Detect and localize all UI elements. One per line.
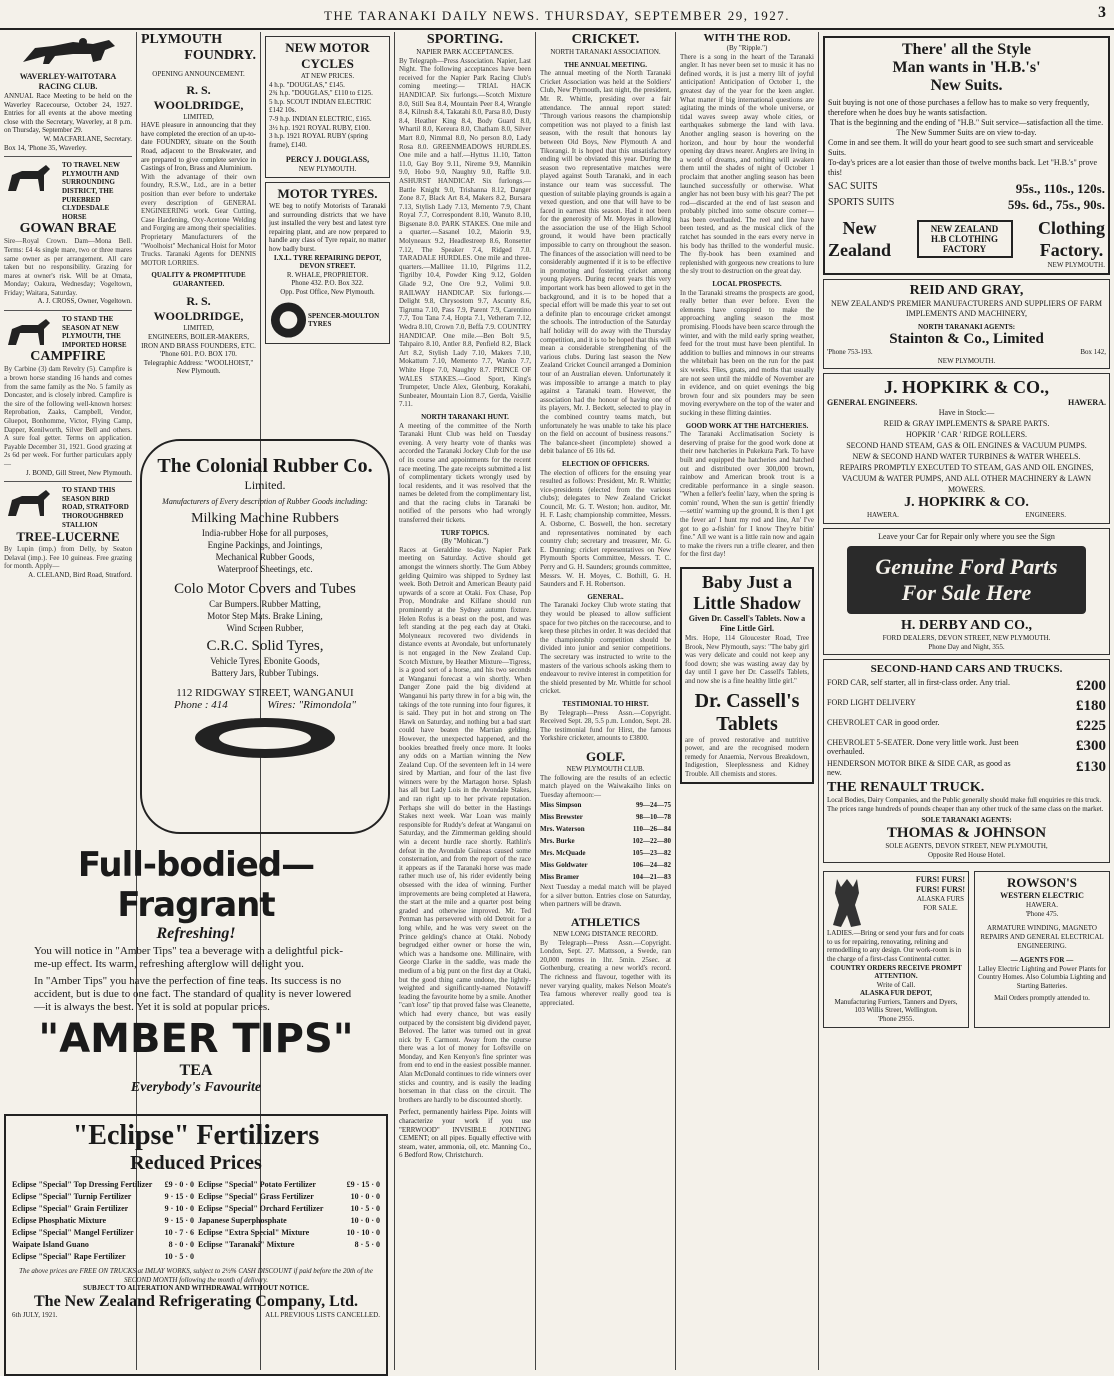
tyres-proprietor: R. WHALE, PROPRIETOR. <box>286 270 369 279</box>
hbs-p4: Come in and see them. It will do your heart good to see such smart and serviceable Suits. <box>828 138 1094 157</box>
cars-renault-desc: Local Bodies, Dairy Companies, and the Public generally should make full enquiries re this truck. The prices range hundreds of pounds cheaper than any other truck of the same class on the market. <box>827 796 1104 813</box>
hopkirk-heading: J. HOPKIRK & CO., <box>884 377 1049 398</box>
eclipse-price-row: Eclipse "Special" Grass Fertilizer 10 · 0 · 0 <box>198 1192 380 1201</box>
foundry-ltd: LIMITED, <box>183 112 214 121</box>
golf-score-row: Miss Bramer 104—21—83 <box>540 873 671 882</box>
foundry-title: PLYMOUTH <box>141 32 223 47</box>
colonial-item: Waterproof Sheetings, etc. <box>217 564 313 574</box>
tyre-icon <box>269 300 308 340</box>
hbs-factory: Factory. <box>1039 240 1104 260</box>
hopkirk-heading-2: J. HOPKIRK & CO. <box>904 495 1029 511</box>
golf-score-row: Mrs. McQuade 105—23—82 <box>540 849 671 858</box>
amber-name: "AMBER TIPS" <box>38 1016 354 1062</box>
furs-heading-2: FURS! FURS! <box>915 885 965 895</box>
hopkirk-item: SECOND HAND STEAM, GAS & OIL ENGINES & VACUUM PUMPS. <box>846 441 1087 451</box>
ford-phone: Phone Day and Night, 355. <box>928 642 1005 651</box>
amber-p1: You will notice in "Amber Tips" tea a beverage with a delightful pick-me-up effect. Its warm, refreshing afterglow will delight you. <box>34 945 344 970</box>
tyres-depot: I.X.L. TYRE REPAIRING DEPOT, DEVON STREET. <box>273 253 382 271</box>
colonial-wires: Wires: "Rimondola" <box>267 699 356 711</box>
eclipse-ad <box>4 1114 388 1376</box>
hbs-heading-2: Man wants in 'H.B.'s' <box>892 59 1041 76</box>
reid-ad <box>823 279 1110 370</box>
racing-title: WAVERLEY-WAITOTARA RACING CLUB. <box>19 72 117 91</box>
baby-sub: Given Dr. Cassell's Tablets. Now a Fine Little Girl. <box>688 614 806 634</box>
foundry-sub: OPENING ANNOUNCEMENT. <box>152 70 245 78</box>
racing-signature: W. MACFARLANE, Secretary. <box>43 134 132 143</box>
eclipse-price-row: Eclipse Phosphatic Mixture 9 · 15 · 0 <box>12 1216 194 1225</box>
motor-item: 3 h.p. 1921 ROYAL RUBY (spring frame), £140. <box>269 132 368 149</box>
motor-item: 3½ h.p. 1921 ROYAL RUBY, £100. <box>269 123 371 132</box>
reid-np: NEW PLYMOUTH. <box>937 356 996 365</box>
eclipse-price-row: Eclipse "Special" Mangel Fertilizer 10 · 7 · 6 <box>12 1228 194 1237</box>
motor-title-2: CYCLES <box>301 56 354 71</box>
eclipse-date: 6th JULY, 1921. <box>12 1310 58 1319</box>
foundry-firm: R. S. WOOLDRIDGE, <box>153 82 244 112</box>
tree-intro: TO STAND THIS SEASON BIRD ROAD, STRATFORD THOROUGHBRED STALLION <box>62 486 129 529</box>
column-sporting: SPORTING. NAPIER PARK ACCEPTANCES. By Telegraph—Press Association. Napier, Last Night. The following acceptances have been received for the Napier Park Racing Club's coming meeting:— TRIAL HACK HANDICAP. Six furlongs.—Scotch Mixture 8.0, Still Sea 8.4, Mountain Peer 8.4, Wrangle 8.4, Kilrush 8.4, Takatahi 8.0, Parsa 8.0, Dusty 8.4, Heather King 8.4, Body Guard 8.0, Whartil 8.0, Kereura 8.0, Chatham 8.0, Silver Mart 8.0, Nimmal 8.0, No person 8.0, Lady Rosa 8.0. GREENMEADOWS HURDLES. One mile and a half.—Hyttus 11.10, Tatton 11.0, Gay Boy 9.11, Nireme 9.9, Mannikin 9.0, Hobo 9.0, Naughty 9.0, Raffle 9.0. ASHURST HANDICAP. Six furlongs.—Battle Knight 9.0, Trishanna 8.12, Danger Zone 8.7, Black Art 8.4, Makers 8.2, Bursara 7.13, Stylish Lady 7.13, Memento 7.9, Chant Royal 7.7, Correspondent 8.10, Wanuto 8.10, Bigsenate 8.0. PARK STAKES. One mile and a quarter.—Sasanel 10.2, Maiorin 9.9, Molyneaux 9.2, Headlestreep 8.6, Ronsetter 7.12, The Speaker 7.4, Ridged 7.0. TARADALE HURDLES. One mile and three-quarters.—Mallitee 11.10, Pilgrims 11.2, Tigrilby 10.4, Powder King 9.12, Golden Glade 9.2, One Ore 9.2, Volimi 9.0. RAILWAY HANDICAP. Six furlongs.—Delight 9.8, Chrysostom 9.7, Ascunty 8.6, Tigruma 7.10, Pass 7.9, Parent 7.9, Carentino 7.7, Tou Tana 7.4, Hopta 7.1, Vetheram 7.12, Wedra 8.10, Crown 7.0, Beffa 7.9. COUNTRY HANDICAP. One mile.—Ben Bolt 9.5, Tahpairo 8.10, Antler 8.8, Penfield 8.2, Black Art 8.2, Stylish Lady 7.10, Makers 7.10, Mokattum 7.10, Memento 7.7, Wanko 7.7, White Hope 7.0, Naughty 8.7. PRINCE OF WALES STAKES.—Good Sport, King's Trumpeter, Uncle Alex, Glenburg, Korakahi, Sunbeater, Mountain Lion 8.7, Gerda, Vaisilie 7.11. NORTH TARANAKI HUNT. A meeting of the committee of the North Taranaki Hunt Club was held on Tuesday evening. A very hearty vote of thanks was accorded the Taranaki Jockey Club for the use of its course and appointments for the recent race meeting. The gate receipts submitted a list of complimentary tickets wrongly used by local residents, and it was resolved that the names be deleted from the complimentary list, and that the racing clubs in Taranaki be notified of the persons who had wrongly transferred their tickets. TURF TOPICS. (By "Mohican.") Races at Geraldine to-day. Napier Park meeting on Saturday. Active should get amongst the winners shortly. The Gum Abbey gelding Quimiro was shipped to Sydney last week. Both Detroit and American Beauty paid upwards of a score at Otaki. Fox Chase, Pop Prop, Mondrake and Kilfane should run prominently at the Sydney autumn fixture. Helen Rofus is a beast on the post, and was left standing at the peg each day at Otaki. Molyneaux recovered two dividends in distance events at Avondale, but unfortunately is not engaged in the New Zealand Cup. Scotch Mixture, by Heather Mixture—Tigress, is a good sort of a horse, and his two seconds at Wanganui forecast a win shortly. When Danger Zone paid the big dividend at Wanganui his party threw in for a big win, the takings of the tote running into four figures, it is said. They put in hot and strong on The Hawk on Saturday, and nothing but a bad start could have beaten the Martian gelding. However, the unexpected happened, and the bookies breathed freely once more. It looks any odds on a Martian winning the New Zealand Cup. Of the seventeen left in 14 were sired by Martian, and four of the last five winners were by the Martagon horse. Splash has all but Lady Lois in the Avondale Stakes, and ran right up to her private reputation. Perhaps she will do better in the Hastings Stakes next week. War Loan was mainly responsible for Ruddy's defeat at Wanganui on Saturday, and the Zimmerman gelding should win a decent hurdle race shortly. Rathlin's defeat in the Avondale Guineas caused some consternation, and from the report of the race it appears as if the Taranaki horse was made rather much use of, his rider evidently being obsessed with the idea of winning. Further improvements are being completed at Hawera, the start at the mile and a quarter post being graded and otherwise improved. Mr. Ted Penman has persevered with old Detroit for a long while, and he was very sweet on the Prince gelding's chance at Otaki. Nobody begrudged either owner or horse the win, which was a handsome one. Millinaire, with George Clarke in the saddle, was made the medium of a big punt on the first day at Otaki, but the good thing came undone, the lightly-weighted and significantly-named Notawiff leading the favourite home by a smile. Another "can't lose" tip that proved false was Cleanette, which had every chance, but was easily outpaced by the consistent big dividend payer, Beloved. The latter was turned out in great nick by F. Carmont. Away from the course there was a lot of money for Loftsville on Monday, and Ken Kenyon's fine sprinter was from end to end in the easiest possible manner. Alan McDonald continues to ride winners over sticks and country, and is easily the leading horseman in that class on the circuit. The brothers are hardly to be discounted shortly. Perfect, permanently hairless Pipe. Joints will characterize your work if you use "ERRWOOD" INVISIBLE JOINTING CEMENT; on all pipes. Equally effective with steam, water, ammonia, oil, etc. Manning Co., 6 Bedford Row, Christchurch. <box>399 32 531 1160</box>
furs-manufacturing: Manufacturing Furriers, Tanners and Dyers, <box>834 997 958 1006</box>
furs-write: Write of Call. <box>876 980 916 989</box>
eclipse-cancelled: ALL PREVIOUS LISTS CANCELLED. <box>265 1310 380 1319</box>
reid-sub: NEW ZEALAND'S PREMIER MANUFACTURERS AND SUPPLIERS OF FARM IMPLEMENTS AND MACHINERY, <box>830 298 1103 318</box>
tyres-opposite: Opp. Post Office, New Plymouth. <box>280 287 375 296</box>
colonial-crc: C.R.C. Solid Tyres, <box>206 638 324 654</box>
foundry-telegraphic: Telegraphic Address: "WOOLHOIST," New Plymouth. <box>143 358 254 376</box>
eclipse-right-list <box>198 1179 380 1263</box>
cars-tj: THOMAS & JOHNSON <box>886 824 1047 841</box>
reid-agents: NORTH TARANAKI AGENTS: <box>917 322 1016 331</box>
furs-country: COUNTRY ORDERS RECEIVE PROMPT ATTENTION. <box>830 963 962 981</box>
colonial-item: Vehicle Tyres, Ebonite Goods, <box>210 656 320 666</box>
reid-stainton: Stainton & Co., Limited <box>889 331 1044 348</box>
eclipse-note: The above prices are FREE ON TRUCKS at IMLAY WORKS, subject to 2½% CASH DISCOUNT if paid before the 20th of the SECOND MONTH following the month of delivery. <box>19 1267 373 1284</box>
tree-signature: A. CLELAND, Bird Road, Stratford. <box>28 570 132 579</box>
cars-agents: SOLE TARANAKI AGENTS: <box>921 816 1012 825</box>
amber-heading: Full-bodied—Fragrant <box>77 845 315 925</box>
gowan-signature: A. J. CROSS, Owner, Vogeltown. <box>37 297 132 306</box>
rowson-agents: — AGENTS FOR — <box>1010 956 1074 965</box>
fox-icon <box>827 875 867 929</box>
colonial-phone: Phone : 414 <box>174 699 228 711</box>
colonial-item: Battery Jars, Rubber Tubings. <box>211 668 319 678</box>
hbs-p2: That is the beginning and the ending of "H.B." Suit service—satisfaction all the time. <box>829 118 1104 127</box>
gowan-name: GOWAN BRAE <box>19 221 117 237</box>
colonial-colo: Colo Motor Covers and Tubes <box>174 581 356 597</box>
racing-text: ANNUAL Race Meeting to be held on the Waverley Racecourse, October 24, 1927. Entries for all events at the above meeting close with the Secretary, Waverley, at 8 p.m. on Thursday, September 29. <box>4 92 132 135</box>
car-listing: CHEVROLET 5-SEATER. Done very little work. Just been overhauled. £300 <box>827 738 1106 757</box>
furs-address: 103 Willis Street, Wellington. <box>854 1006 938 1015</box>
sporting-turf: TURF TOPICS. <box>440 528 490 537</box>
hopkirk-engineers-2: ENGINEERS. <box>1025 511 1066 520</box>
motor-item: 2¾ h.p. "DOUGLAS," £110 to £125. <box>269 89 373 98</box>
amber-tag: Everybody's Favourite <box>130 1080 262 1095</box>
foundry-firm-2: R. S. WOOLDRIDGE, <box>153 294 244 324</box>
amber-tips-ad <box>4 845 388 1095</box>
golf-title: GOLF. <box>586 748 625 764</box>
baby-heading-2: Little Shadow <box>693 593 801 614</box>
tyres-phone: Phone 432. P.O. Box 322. <box>291 279 364 288</box>
eclipse-price-row: Waipate Island Guano 8 · 0 · 0 <box>12 1240 194 1249</box>
reid-heading: REID AND GRAY, <box>909 282 1024 298</box>
cricket-general: GENERAL. <box>587 592 624 601</box>
hbs-heading: There' all the Style <box>901 41 1032 58</box>
golf-score-row: Miss Brewster 98—10—78 <box>540 813 671 822</box>
horse-icon <box>13 34 123 70</box>
motor-title: NEW MOTOR <box>285 40 370 55</box>
hbs-np: NEW PLYMOUTH. <box>1047 261 1105 269</box>
furs-text: LADIES.—Bring or send your furs and for coats to us for repairing, renovating, relining and remodelling to any design. Our work-room is in the charge of a first-class Continental cutter. <box>827 929 964 963</box>
hbs-logo: NEW ZEALAND H.B CLOTHING FACTORY <box>917 220 1013 258</box>
motor-item: 4 h.p. "DOUGLAS," £145. <box>269 80 345 89</box>
amber-sub: Refreshing! <box>156 925 236 942</box>
tyre-icon <box>190 713 340 763</box>
cars-sole-agents: SOLE AGENTS, DEVON STREET, NEW PLYMOUTH, <box>885 841 1048 850</box>
masthead <box>0 0 1114 30</box>
colonial-item: Mechanical Rubber Goods, <box>215 552 315 562</box>
eclipse-sub: Reduced Prices <box>130 1152 262 1174</box>
hbs-sports-label: SPORTS SUITS <box>828 197 895 208</box>
eclipse-company: The New Zealand Refrigerating Company, Ltd. <box>34 1292 358 1310</box>
sporting-title: SPORTING. <box>426 32 504 47</box>
amber-tea: TEA <box>179 1062 213 1079</box>
rowson-hawera: HAWERA. <box>1026 901 1058 910</box>
hbs-p3: The New Summer Suits are on view to-day. <box>896 128 1037 137</box>
tyres-brand: SPENCER-MOULTON TYRES <box>308 311 380 329</box>
hbs-sac-prices: 95s., 110s., 120s. <box>1015 181 1105 196</box>
baby-tablets: Tablets <box>716 712 778 735</box>
car-listing: HENDERSON MOTOR BIKE & SIDE CAR, as good as new. £130 <box>827 759 1106 778</box>
motor-list <box>269 81 386 150</box>
horse-icon <box>4 161 54 195</box>
eclipse-price-row: Japanese Superphosphate 10 · 0 · 0 <box>198 1216 380 1225</box>
colonial-list <box>154 527 376 575</box>
colonial-item: Car Bumpers. Rubber Matting, <box>209 599 321 609</box>
cars-heading: SECOND-HAND CARS AND TRUCKS. <box>870 663 1063 676</box>
ford-top: Leave your Car for Repair only where you see the Sign <box>878 531 1055 541</box>
hbs-clothing: Clothing <box>1037 218 1105 238</box>
golf-score-row: Miss Simpson 99—24—75 <box>540 801 671 810</box>
ford-dealer: H. DERBY AND CO., <box>901 617 1032 633</box>
cricket-hirst: TESTIMONIAL TO HIRST. <box>562 699 649 708</box>
furs-alaska: ALASKA FURS <box>916 895 965 904</box>
column-rod: WITH THE ROD. (By "Ripple.") There is a song in the heart of the Taranaki angler. It has never been set to music it has no defined words, it is just a merry lilt of joyful anticipation! Anticipation of October 1, the greatest day of the year for the keen angler. What matter if big international questions are agitating the minds of the whole universe, or tidal waves sweep away whole cities, or earthquakes submerge the land with lava. Another angling season is hovering on the horizon, and hour by hour the wonderful opening day draws nearer. Anglers are living in a world of dreams, and nothing will awaken them until the shades of night of October 1 proclaim that another angling season has been launched successfully or otherwise. What angler has not been busy with his gear? The pet rod—discarded at the end of last season and probably pitched into some obscure corner—has been overhauled. The reel and line have been tested, and as the musical click of the ratchet has sounded in the ears every nerve in his body has thrilled to the wonderful music. The fly-book has been examined and replenished with gorgeous new creations to lure the sly trout to destruction on the great day. LOCAL PROSPECTS. In the Taranaki streams the prospects are good, really better than ever before. Even the elements have conspired to make the approaching angling season the most promising. Floods have been scarce through the winter, and with the mild early spring weather, feed for the trout must have been plentiful. In addition to bullies and minnows in our streams the whitebait has been on the run for the past six weeks. Flies, gnats, and moths that usually are not seen until the middle of November are in evidence, and on quiet evenings the big brown four and six pounders may be seen moving everywhere on the top of the water and sucking in these flitting dainties. GOOD WORK AT THE HATCHERIES. The Taranaki Acclimatisation Society is deserving of praise for the good work done at their new hatcheries in Pukekura Park. To have built and equipped the hatcheries and hatched out and distributed over 300,000 brown, rainbow and American brook trout is a creditable performance in a single season. "When a feller's feelin' lazy, when the spring is comin' round, When the sun is gettin' friendly—settin' warming up the ground, It is then I get the fever an' I hunt my rod and line, An' I've got to go a-fishin' for I know They're bitin' fine." All we want is a little rain now and again to make the rivers run a trifle clearer, and then for the first day! Baby Just a Little Shadow Given Dr. Cassell's Tablets. Now a Fine Little Girl. Mrs. Hope, 114 Gloucester Road, Tree Brook, New Plymouth, says: "The baby girl was very delicate and could not keep any food down; she was wasting away day by day until I gave her Dr. Cassell's Tablets, and now she is a fine healthy little girl." Dr. Cassell's Tablets are of proved restorative and nutritive power, and are the recognised modern remedy for Anaemia, Nervous Breakdown, Indigestion, Sleeplessness and Kidney Trouble. All chemists and stores. <box>676 32 818 1370</box>
foundry-phone: 'Phone 601. P.O. BOX 170. <box>160 350 237 359</box>
motor-sub: AT NEW PRICES. <box>300 72 355 80</box>
hbs-zealand: Zealand <box>828 240 892 260</box>
athletics-title: ATHLETICS <box>570 915 641 930</box>
rod-byline: (By "Ripple.") <box>726 44 768 52</box>
baby-doctor: Dr. Cassell's <box>694 689 800 712</box>
hopkirk-stock: Have in Stock:— <box>938 408 995 418</box>
eclipse-heading: "Eclipse" Fertilizers <box>72 1120 320 1151</box>
eclipse-subject: SUBJECT TO ALTERATION AND WITHDRAWAL WITHOUT NOTICE. <box>83 1284 309 1293</box>
hbs-p5: To-day's prices are a lot easier than those of twelve months back. Let "H.B.'s" prove this! <box>828 158 1097 177</box>
eclipse-price-row: Eclipse "Special" Top Dressing Fertilizer £9 · 0 · 0 <box>12 1180 194 1189</box>
eclipse-price-row: Eclipse "Extra Special" Mixture 10 · 10 · 0 <box>198 1228 380 1237</box>
colonial-item: Engine Packings, and Jointings, <box>207 540 323 550</box>
tyres-text: WE beg to notify Motorists of Taranaki and surrounding districts that we have just installed the very best and latest tyre repairing plant, and are now prepared to handle any class of Tyre repair, no matter how badly burst. <box>269 201 386 253</box>
motor-signature: PERCY J. DOUGLASS, <box>285 155 370 165</box>
horse-icon <box>4 315 54 349</box>
sporting-napier: NAPIER PARK ACCEPTANCES. <box>416 48 514 56</box>
golf-scores <box>540 799 671 883</box>
gowan-intro: TO TRAVEL NEW PLYMOUTH AND SURROUNDING DISTRICT, THE PUREBRED CLYDESDALE HORSE <box>62 161 120 221</box>
hopkirk-item: NEW & SECOND HAND WATER TURBINES & WATER WHEELS. <box>852 452 1081 462</box>
rod-hatcheries: GOOD WORK AT THE HATCHERIES. <box>685 421 809 430</box>
campfire-signature: J. BOND, Gill Street, New Plymouth. <box>26 468 132 477</box>
rowson-western: WESTERN ELECTRIC <box>1000 891 1084 901</box>
column-foundry: PLYMOUTH FOUNDRY. OPENING ANNOUNCEMENT. R. S. WOOLDRIDGE, LIMITED, HAVE pleasure in announcing that they have completed the erection of an up-to-date FOUNDRY, situate on the South Road, adjacent to the Breakwater, and are prepared to give complete service in Castings of Iron, Brass and Aluminium. With the advantage of their own foundry, R.S.W., Ltd., are in a better position than ever before to undertake every description of GENERAL ENGINEERING work. Gear Cutting, Case Hardening, Oxy-Acetone Welding and Forging are among their specialities. Proprietary Manufacturers of the "Woolhoist" Mechanical Hoist for Motor Trucks. Taranaki Agents for DENNIS MOTOR LORRIES. QUALITY & PROMPTITUDE GUARANTEED. R. S. WOOLDRIDGE, LIMITED, ENGINEERS, BOILER-MAKERS, IRON AND BRASS FOUNDERS, ETC. 'Phone 601. P.O. BOX 170. Telegraphic Address: "WOOLHOIST," New Plymouth. <box>141 32 256 376</box>
colonial-list-2 <box>154 598 376 634</box>
masthead-title: THE TARANAKI DAILY NEWS. THURSDAY, SEPTEMBER 29, 1927. <box>324 8 790 23</box>
furs-sale: FOR SALE. <box>923 903 958 912</box>
reid-phone: 'Phone 753-193. <box>827 348 873 357</box>
eclipse-price-row: Eclipse "Taranaki" Mixture 8 · 5 · 0 <box>198 1240 380 1249</box>
athletics-sub: NEW LONG DISTANCE RECORD. <box>553 930 658 939</box>
hbs-new: New <box>842 218 877 238</box>
hopkirk-item: HOPKIR ' CAR ' RIDGE ROLLERS. <box>905 430 1028 440</box>
hopkirk-list <box>827 418 1106 495</box>
ford-line-1: Genuine Ford Parts <box>875 553 1058 579</box>
hbs-sports-prices: 59s. 6d., 75s., 90s. <box>1007 197 1105 212</box>
foundry-quality: QUALITY & PROMPTITUDE GUARANTEED. <box>151 271 246 288</box>
ford-ad <box>823 528 1110 655</box>
baby-ad: Baby Just a Little Shadow Given Dr. Cassell's Tablets. Now a Fine Little Girl. Mrs. Hope, 114 Gloucester Road, Tree Brook, New Plymouth, says: "The baby girl was very delicate and could not keep any food down; she was wasting away day by day until I gave her Dr. Cassell's Tablets, and now she is a fine healthy little girl." Dr. Cassell's Tablets are of proved restorative and nutritive power, and are the recognised modern remedy for Anaemia, Nervous Breakdown, Indigestion, Sleeplessness and Kidney Trouble. All chemists and stores. <box>680 567 814 784</box>
colonial-ltd: Limited. <box>244 478 286 492</box>
colonial-rubber-ad <box>140 439 390 834</box>
rod-title: WITH THE ROD. <box>703 32 791 44</box>
hbs-heading-3: New Suits. <box>930 77 1003 94</box>
golf-club: NEW PLYMOUTH CLUB. <box>566 764 645 773</box>
tree-name: TREE-LUCERNE <box>16 529 120 545</box>
hopkirk-hawera-2: HAWERA. <box>867 511 899 520</box>
colonial-item: India-rubber Hose for all purposes, <box>201 528 329 538</box>
colonial-list-3 <box>154 655 376 679</box>
cars-list <box>827 678 1106 777</box>
cricket-election: ELECTION OF OFFICERS. <box>561 459 650 468</box>
foundry-ltd-2: LIMITED, <box>183 324 214 333</box>
eclipse-left-list <box>12 1179 194 1263</box>
colonial-address: 112 RIDGWAY STREET, WANGANUI <box>176 687 354 699</box>
column-cricket: CRICKET. NORTH TARANAKI ASSOCIATION. THE ANNUAL MEETING. The annual meeting of the North Taranaki Cricket Association was held at the Soldiers' Club, New Plymouth, last night, the president, Mr. R. Whittle, presiding over a fair attendance. The annual report stated: "Through various reasons the championship competition was not played to a finish last season, with the result that honours lay between Old Boys, New Plymouth A and Tikorangi. It is hoped that this unsatisfactory ending will be obviated this year. During the season two representative matches were played against South Taranaki, and in each instance our team was successful. The question of suitable playing grounds is again a vexed question, and one that will have to be faced in earnest this season. Had it not been for the generosity of Mr. Moyes in allowing the association the use of the High School ground, it would have been practically impossible to carry on throughout the season. The finances of the association will need to be considerably augmented if it is to be effective in promoting and fostering cricket among young players. During recent years this very important work has been allowed to get in the background, and it is to be hoped that a special effort will be made this year to set out a definite plan to encourage cricket amongst the schools. The introduction of the Saturday half holiday will do away with the Thursday competition, and it is to be hoped that this will mean a considerable strengthening of the various clubs. During last season the New Zealand Cricket Council arranged a Dominion tour of an Australian eleven. Unfortunately it was impossible to arrange a match to play against a Taranaki team. However, the association had the honour of having one of its players, Mr. J. Beckett, selected to play in the combined country teams match, but unfortunately he was unable to take his place on the field on account of business reasons." The balance-sheet (incomplete) showed a debit balance of £6 10s 6d. ELECTION OF OFFICERS. The election of officers for the ensuing year resulted as follows: President, Mr. R. Whittle; vice-presidents (elected from the various clubs); delegates to New Zealand Cricket Council, Mr. G. T. Weston; hon. auditor, Mr. H. F. Lash; championship committee, Messrs. A. Osborne, C. Boswell, the hon. secretary and representatives nominated by each country club; secretary and treasurer, Mr. G. E. Dunning; cricket representatives on New Plymouth Sports Committee, Messrs. T. C. Perry and G. H. Saunders; grounds committee, Messrs. W. H. Moyes, C. Bothill, G. H. Saunders and F. H. Robertson. GENERAL. The Taranaki Jockey Club wrote stating that they would be pleased to allow sufficient space for two pitches on the racecourse, and to keep these pitches in order. It was decided that the championship competition should be divided into junior and senior competitions. The secretary was instructed to write to the masters of the various schools asking them to endeavour to revive interest in competition for the shield presented by Mr. Whittle for school cricket. TESTIMONIAL TO HIRST. By Telegraph—Press Assn.—Copyright. Received Sept. 28, 5.5 p.m. London, Sept. 28. The testimonial fund for Hirst, the famous Yorkshire cricketer, amounts to £3800. GOLF. NEW PLYMOUTH CLUB. The following are the results of an eclectic match played on the Waiwakaiho links on Tuesday afternoon:— Miss Simpson 99—24—75 Miss Brewster 98—10—78 Mrs. Waterson 110—26—84 Mrs. Burke 102—22—80 Mrs. McQuade 105—23—82 Miss Goldwater 106—24—82 Miss Bramer 104—21—83 Next Tuesday a medal match will be played for a silver button. Entries close on Saturday, when partners will be drawn. ATHLETICS NEW LONG DISTANCE RECORD. By Telegraph—Press Assn.—Copyright. London, Sept. 27. Mattsson, a Swede, ran 20,000 metres in 1hr. 5min. 25sec. at Gothenburg, creating a new world's record. The richness and flavour, together with its never varying quality, makes Nelson Moate's Tea famous wherever really good tea is appreciated. <box>540 32 671 1007</box>
hbs-p1: Suit buying is not one of those purchases a fellow has to make so very frequently, therefore when he does buy he wants satisfaction. <box>828 98 1090 117</box>
golf-score-row: Mrs. Burke 102—22—80 <box>540 837 671 846</box>
foundry-title-2: FOUNDRY. <box>184 48 256 63</box>
foundry-text: HAVE pleasure in announcing that they have completed the erection of an up-to-date FOUNDRY, situate on the South Road, adjacent to the Breakwater, and are prepared to give complete service in Castings of Iron, Brass and Aluminium. <box>141 121 256 173</box>
page-number: 3 <box>1098 4 1106 21</box>
campfire-name: CAMPFIRE <box>30 349 106 365</box>
baby-heading: Baby Just a <box>701 572 793 593</box>
sporting-turf-by: (By "Mohican.") <box>441 537 489 546</box>
car-listing: FORD CAR, self starter, all in first-class order. Any trial. £200 <box>827 678 1106 695</box>
car-listing: FORD LIGHT DELIVERY £180 <box>827 698 1106 715</box>
horse-icon <box>4 486 54 520</box>
cars-ad <box>823 659 1110 863</box>
hbs-sac-label: SAC SUITS <box>828 181 878 192</box>
colonial-maker: Manufacturers of Every description of Rubber Goods including: <box>162 497 368 506</box>
rowson-heading: ROWSON'S <box>1006 875 1078 891</box>
cars-renault: THE RENAULT TRUCK. <box>827 780 985 796</box>
hopkirk-hawera: HAWERA. <box>1067 398 1106 408</box>
tyres-title: MOTOR TYRES. <box>277 185 378 201</box>
rowson-text: ARMATURE WINDING, MAGNETO REPAIRS AND GENERAL ELECTRICAL ENGINEERING. <box>980 924 1104 950</box>
column-stock-ads: WAVERLEY-WAITOTARA RACING CLUB. ANNUAL Race Meeting to be held on the Waverley Racecourse, October 24, 1927. Entries for all events at the above meeting close with the Secretary, Waverley, at 8 p.m. on Thursday, September 29. W. MACFARLANE, Secretary. Box 14, 'Phone 35, Waverley. TO TRAVEL NEW PLYMOUTH AND SURROUNDING DISTRICT, THE PUREBRED CLYDESDALE HORSE GOWAN BRAE Sire—Royal Crown. Dam—Mona Bell. Terms: £4 4s single mare, two or three mares same owner as per arrangement. All care taken but no responsibility. Grazing for mares at owner's risk. Will be at Omata, Monday; Oakura, Wednesday; Vogeltown, Friday; Waitara, Saturday. A. J. CROSS, Owner, Vogeltown. TO STAND THE SEASON AT NEW PLYMOUTH, THE IMPORTED HORSE CAMPFIRE By Carbine (3) dam Revelry (5). Campfire is a brown horse standing 16 hands and comes from the same family as the No. 5 family as Doncaster, and is closely inbred. Campfire is the sire of the following well-known horses: Reprobation, Zaaks, Campbell, Vendor, Gluepot, Bonhomme, Victor, Flying Camp, Dapper, Kenilworth, Silver Bell and others. A sure foal getter. Terms on application. Payable December 31, 1921. Good grazing at 2s 6d per week. For further particulars apply— J. BOND, Gill Street, New Plymouth. TO STAND THIS SEASON BIRD ROAD, STRATFORD THOROUGHBRED STALLION TREE-LUCERNE By Lupin (imp.) from Delly, by Seaton Delaval (imp.). Fee 10 guineas. Free grazing for month. Apply— A. CLELAND, Bird Road, Stratford. <box>0 32 136 812</box>
racing-address: Box 14, 'Phone 35, Waverley. <box>4 143 87 152</box>
hopkirk-ad <box>823 373 1110 524</box>
colonial-item: Motor Step Mats. Brake Lining, <box>207 611 323 621</box>
hopkirk-item: REID & GRAY IMPLEMENTS & SPARE PARTS. <box>883 419 1050 429</box>
car-listing: CHEVROLET CAR in good order. £225 <box>827 718 1106 735</box>
motor-item: 5 h.p. SCOUT INDIAN ELECTRIC £142 10s. <box>269 97 372 115</box>
furs-phone: 'Phone 2955. <box>877 1015 915 1024</box>
colonial-item: Wind Screen Rubber, <box>226 623 304 633</box>
eclipse-price-row: Eclipse "Special" Rape Fertilizer 10 · 5 · 0 <box>12 1252 194 1261</box>
cricket-title: CRICKET. <box>571 32 640 47</box>
motor-item: 7-9 h.p. INDIAN ELECTRIC, £165. <box>269 114 372 123</box>
campfire-intro: TO STAND THE SEASON AT NEW PLYMOUTH, THE IMPORTED HORSE <box>62 315 127 349</box>
reid-box: Box 142, <box>1080 348 1106 357</box>
hopkirk-engineers: GENERAL ENGINEERS. <box>827 398 918 408</box>
sporting-last: Perfect, permanently hairless Pipe. Joints will characterize your work if you use "ERRWOOD" INVISIBLE JOINTING CEMENT; on all pipes. Equally effective with steam, water, ammonia, oil, etc. Manning Co., 6 Bedford Row, Christchurch. <box>399 1108 531 1160</box>
cricket-association: NORTH TARANAKI ASSOCIATION. <box>550 48 661 56</box>
ford-line-2: For Sale Here <box>901 579 1032 605</box>
furs-heading: FURS! FURS! <box>915 875 965 885</box>
eclipse-price-row: Eclipse "Special" Orchard Fertilizer 10 · 5 · 0 <box>198 1204 380 1213</box>
ford-address: FORD DEALERS, DEVON STREET, NEW PLYMOUTH. <box>882 633 1051 642</box>
golf-score-row: Mrs. Waterson 110—26—84 <box>540 825 671 834</box>
rod-local: LOCAL PROSPECTS. <box>712 280 782 289</box>
hbs-ad <box>823 36 1110 275</box>
column-right-ads <box>819 32 1114 1370</box>
eclipse-price-row: Eclipse "Special" Potato Fertilizer £9 · 15 · 0 <box>198 1180 380 1189</box>
furs-depot: ALASKA FUR DEPOT, <box>859 989 933 998</box>
golf-score-row: Miss Goldwater 106—24—82 <box>540 861 671 870</box>
foundry-engineers: ENGINEERS, BOILER-MAKERS, IRON AND BRASS FOUNDERS, ETC. <box>141 333 256 350</box>
hopkirk-item: REPAIRS PROMPTLY EXECUTED TO STEAM, GAS AND OIL ENGINES, VACUUM & WATER PUMPS, AND ALL OTHER MACHINERY & LAWN MOWERS. <box>839 463 1094 495</box>
motor-place: NEW PLYMOUTH. <box>298 165 357 174</box>
cricket-annual: THE ANNUAL MEETING. <box>563 60 648 69</box>
amber-p2: In "Amber Tips" you have the perfection of fine teas. Its success is no accident, but is due to one fact. The standard of quality is never lowered—it is always the best. Yet it is sold at popular prices. <box>34 975 352 1013</box>
eclipse-price-row: Eclipse "Special" Grain Fertilizer 9 · 10 · 0 <box>12 1204 194 1213</box>
column-motor <box>261 32 394 462</box>
cars-opposite: Opposite Red House Hotel. <box>928 850 1005 859</box>
furs-ad <box>823 871 969 1028</box>
rowson-ad <box>974 871 1110 1028</box>
eclipse-price-row: Eclipse "Special" Turnip Fertilizer 9 · 15 · 0 <box>12 1192 194 1201</box>
colonial-name: The Colonial Rubber Co. <box>157 455 373 477</box>
sporting-hunt: NORTH TARANAKI HUNT. <box>421 412 509 421</box>
rowson-phone: 'Phone 475. <box>1025 909 1059 918</box>
rowson-mail: Mail Orders promptly attended to. <box>994 994 1090 1003</box>
colonial-milking: Milking Machine Rubbers <box>191 511 339 526</box>
rowson-items: Lalley Electric Lighting and Power Plants for Country Homes. Also Columbia Lighting and Starting Batteries. <box>978 964 1106 990</box>
